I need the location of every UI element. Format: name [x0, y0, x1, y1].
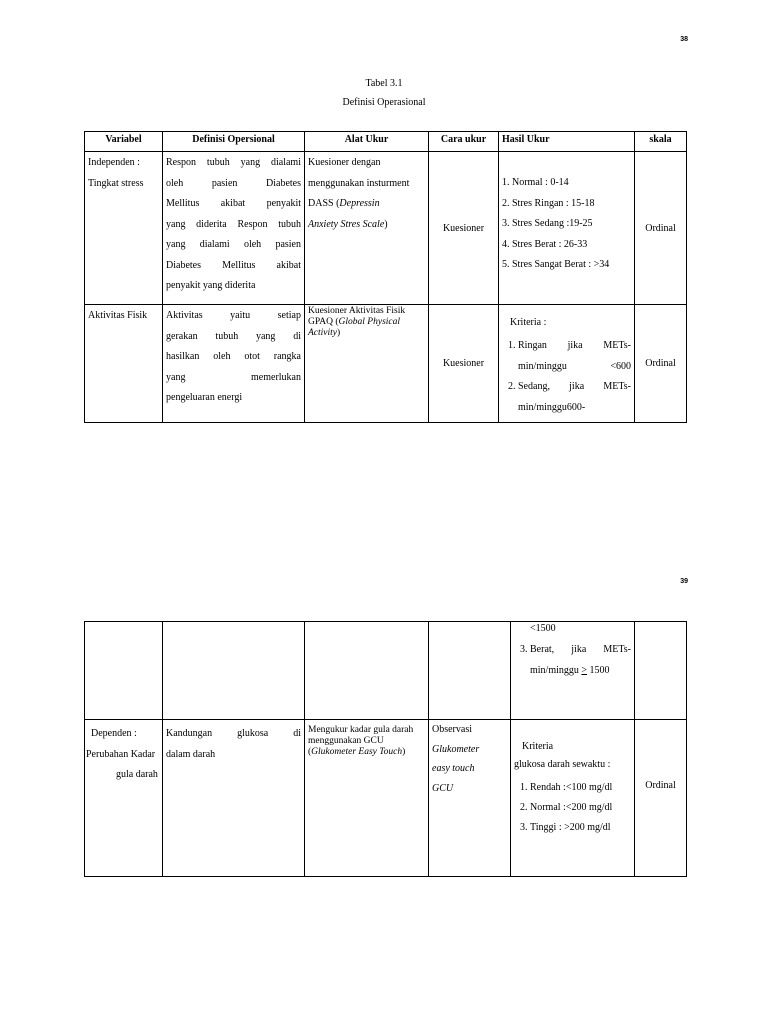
alat-italic: Global Physical Activity	[308, 317, 401, 338]
header-definisi: Definisi Opersional	[163, 132, 305, 152]
definisi-line: yang memerlukan	[166, 371, 301, 383]
definisi-cell	[163, 720, 305, 877]
variabel-label: Dependen :	[91, 728, 137, 739]
alat-line	[308, 194, 425, 215]
definisi-line: yang diderita Respon tubuh	[166, 218, 301, 230]
alat-text: )	[337, 328, 341, 338]
cara-italic: GCU	[432, 782, 454, 794]
alat-ukur-cell	[305, 305, 429, 423]
definisi-line: penyakit yang diderita	[166, 280, 256, 291]
definisi-line: Mellitus akibat penyakit	[166, 198, 301, 209]
cara-italic: Glukometer	[432, 743, 480, 755]
definisi-line: yang dialami oleh pasien	[166, 239, 301, 250]
table-header-row	[85, 132, 687, 152]
item-text: 1500	[587, 664, 610, 676]
empty-cell	[305, 622, 429, 720]
empty-cell	[85, 622, 163, 720]
alat-text: )	[402, 747, 406, 757]
definisi-line: Diabetes Mellitus akibat	[166, 259, 301, 271]
alat-text: Mengukur kadar gula darah menggunakan GCU (	[308, 725, 414, 757]
hasil-ukur-cell	[511, 720, 635, 877]
definition-table-continued	[84, 621, 687, 877]
definisi-line: dalam darah	[166, 748, 216, 760]
kriteria-label: Kriteria	[522, 741, 554, 752]
alat-line	[308, 215, 425, 236]
variabel-cell	[85, 720, 163, 877]
kriteria-list	[514, 640, 631, 681]
variabel-name: Tingkat stress	[88, 177, 144, 189]
variabel-name: Perubahan Kadar	[86, 748, 156, 760]
variabel-name: gula darah	[116, 769, 158, 780]
cara-italic: easy touch	[432, 763, 475, 774]
hasil-ukur-cell	[499, 152, 635, 305]
table-row	[85, 622, 687, 720]
hasil-ukur-cell	[511, 622, 635, 720]
alat-italic: Depressin	[339, 198, 380, 209]
header-variabel: Variabel	[85, 132, 163, 152]
cara-text: Observasi	[432, 724, 472, 735]
list-item: 1. Ringan jika METs-min/minggu <600	[518, 336, 631, 377]
page-number: 39	[680, 578, 688, 585]
skala-cell: Ordinal	[635, 720, 687, 877]
definisi-line: gerakan tubuh yang di	[166, 330, 301, 342]
list-item: 2. Sedang, jika METs-min/minggu600-	[518, 377, 631, 418]
hasil-item: 5. Stres Sangat Berat : >34	[502, 259, 610, 270]
variabel-cell	[85, 152, 163, 305]
kriteria-label: Kriteria :	[510, 317, 547, 328]
continued-text: <1500	[530, 623, 556, 634]
kriteria-list	[502, 336, 631, 418]
variabel-label: Independen :	[88, 157, 140, 168]
empty-cell	[429, 622, 511, 720]
definisi-line: Kandungan glukosa di	[166, 728, 301, 739]
alat-italic: Glukometer Easy Touch	[311, 747, 403, 757]
alat-line: Kuesioner dengan	[308, 157, 381, 168]
definisi-cell	[163, 152, 305, 305]
table-caption: Tabel 3.1	[365, 78, 403, 89]
empty-cell	[163, 622, 305, 720]
definisi-line: hasilkan oleh otot rangka	[166, 351, 301, 362]
definisi-cell	[163, 305, 305, 423]
definisi-line: oleh pasien Diabetes	[166, 177, 301, 189]
alat-text: DASS (	[308, 198, 340, 209]
table-row	[85, 305, 687, 423]
hasil-ukur-cell	[499, 305, 635, 423]
header-cara-ukur: Cara ukur	[429, 132, 499, 152]
table-subtitle: Definisi Operasional	[342, 97, 426, 108]
alat-text: )	[384, 218, 388, 230]
hasil-item: 4. Stres Berat : 26-33	[502, 238, 588, 250]
table-row	[85, 152, 687, 305]
alat-line: menggunakan insturment	[308, 177, 410, 189]
cara-ukur-cell: Kuesioner	[429, 305, 499, 423]
header-skala: skala	[635, 132, 687, 152]
hasil-item: 3. Stres Sedang :19-25	[502, 218, 593, 229]
list-item: 2. Normal :<200 mg/dl	[530, 798, 631, 818]
alat-italic: Anxiety Stres Scale	[308, 218, 385, 230]
definisi-line: Aktivitas yaitu setiap	[166, 310, 301, 321]
hasil-item: 2. Stres Ringan : 15-18	[502, 197, 595, 209]
definisi-line: pengeluaran energi	[166, 392, 243, 403]
item-underlined: >	[581, 664, 588, 676]
list-item: 3. Tinggi : >200 mg/dl	[530, 818, 631, 838]
page-number: 38	[680, 36, 688, 43]
list-item: 1. Rendah :<100 mg/dl	[530, 778, 631, 798]
kriteria-list	[514, 778, 631, 838]
alat-text: Kuesioner Aktivitas Fisik GPAQ (	[308, 306, 406, 327]
header-alat-ukur: Alat Ukur	[305, 132, 429, 152]
header-hasil-ukur: Hasil Ukur	[499, 132, 635, 152]
skala-cell: Ordinal	[635, 152, 687, 305]
kriteria-sub: glukosa darah sewaktu :	[514, 759, 611, 770]
empty-cell	[635, 622, 687, 720]
table-row	[85, 720, 687, 877]
alat-ukur-cell	[305, 152, 429, 305]
list-item	[530, 640, 631, 681]
definisi-line: Respon tubuh yang dialami	[166, 157, 301, 168]
cara-ukur-cell	[429, 720, 511, 877]
item-text: Berat, jika METs-min/minggu	[530, 644, 631, 676]
skala-cell: Ordinal	[635, 305, 687, 423]
definition-table	[84, 131, 687, 423]
alat-ukur-cell	[305, 720, 429, 877]
variabel-cell: Aktivitas Fisik	[85, 305, 163, 423]
hasil-item: 1. Normal : 0-14	[502, 177, 569, 188]
cara-ukur-cell: Kuesioner	[429, 152, 499, 305]
